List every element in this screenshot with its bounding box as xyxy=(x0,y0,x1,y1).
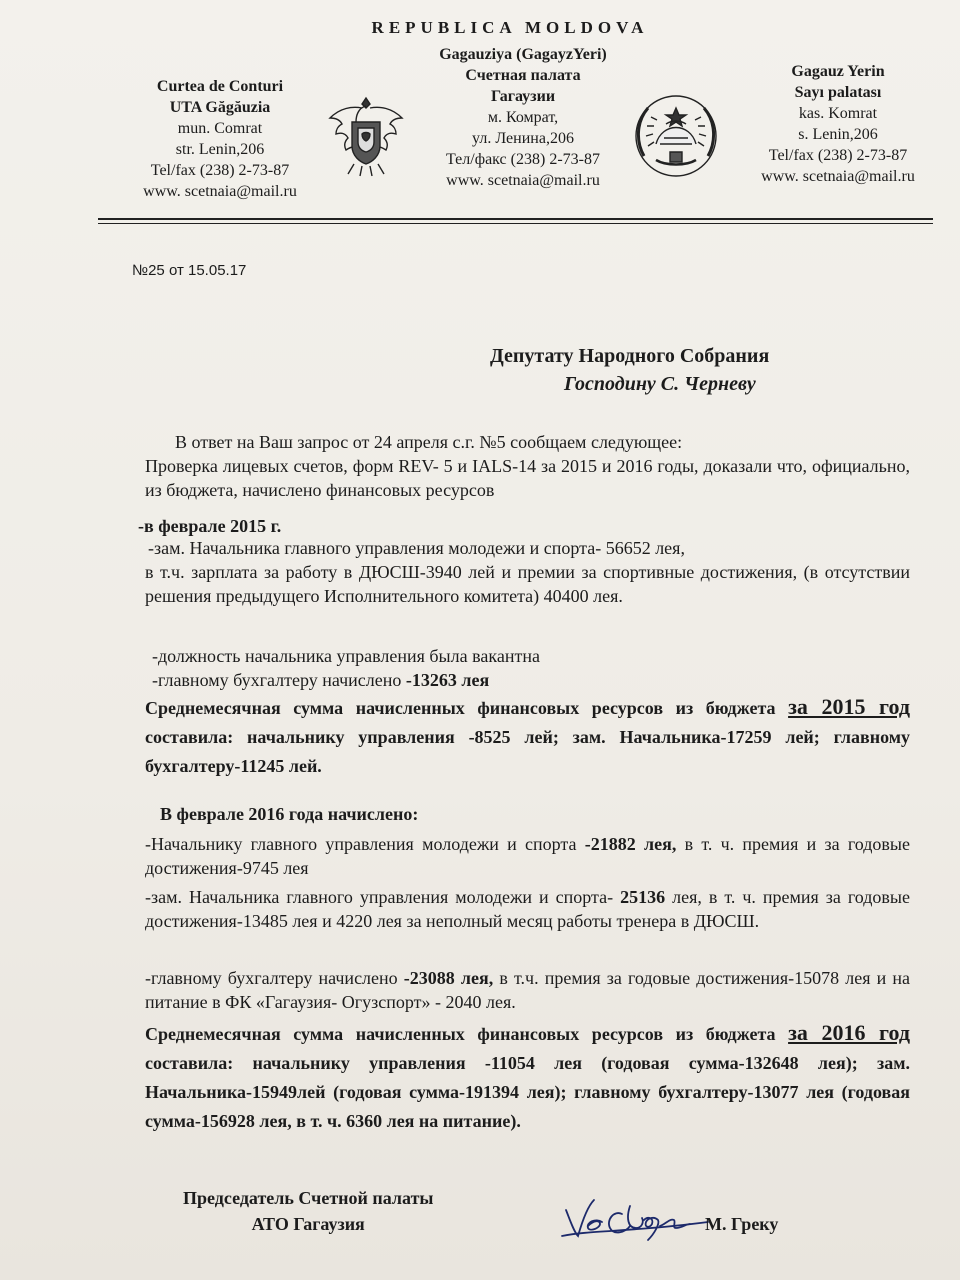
letterhead-middle-line3: Гагаузии xyxy=(490,88,556,105)
gagauzia-emblem-icon xyxy=(626,86,726,186)
summary-2015 xyxy=(145,692,910,781)
letterhead-left-line4: str. Lenin,206 xyxy=(175,141,265,158)
body-deputy-2015-details-text: в т.ч. зарплата за работу в ДЮСШ-3940 лей и премии за спортивные достижения, (в отсутствии решения предыдущего Исполнительного комитета) 40400 лея. xyxy=(145,562,910,606)
letterhead-divider-thin xyxy=(98,223,933,224)
summary-2016 xyxy=(145,1018,910,1136)
letterhead-left-line6: www. scetnaia@mail.ru xyxy=(143,183,297,200)
body-accountant-2016-amount: -23088 лея, xyxy=(403,968,494,988)
summary-2016-text-b: составила: начальнику управления -11054 лея (годовая сумма-132648 лея); зам. Начальника-15949лей (годовая сумма-191394 лея); главному бухгалтеру-13077 лея (годовая сумма-156928 лея, в т. ч. 6360 лея на питание). xyxy=(145,1053,910,1131)
signatory-name: М. Греку xyxy=(705,1214,779,1234)
body-accountant-2016-text-b: в т.ч. премия за годовые достижения-15078 лея и на питание в ФК «Гагаузия- Огузспорт» - 2040 лея. xyxy=(145,968,910,1012)
summary-2015-text-b: составила: начальнику управления -8525 лей; зам. Начальника-17259 лей; главному бухгалтеру-11245 лей. xyxy=(145,727,910,776)
letterhead-right-block xyxy=(738,61,938,187)
letterhead-right-line6: www. scetnaia@mail.ru xyxy=(761,168,915,185)
letterhead-right-line2: Sayı palatası xyxy=(794,84,882,101)
addressee-line1: Депутату Народного Собрания xyxy=(490,345,770,367)
summary-2015-text-a: Среднемесячная сумма начисленных финансовых ресурсов из бюджета xyxy=(145,698,789,718)
letterhead-middle-line7: www. scetnaia@mail.ru xyxy=(446,172,600,189)
letterhead-left-block xyxy=(110,76,330,202)
body-head-vacant: -должность начальника управления была вакантна xyxy=(152,646,540,666)
body-deputy-2015-details xyxy=(145,560,910,608)
signature-title-block xyxy=(183,1185,433,1237)
body-head-2016 xyxy=(145,832,910,880)
body-accountant-2015 xyxy=(152,668,917,692)
body-intro: В ответ на Ваш запрос от 24 апреля с.г. №5 сообщаем следующее: xyxy=(175,432,683,452)
letterhead-middle-line1: Gagauziya (GagayzYeri) xyxy=(439,46,607,63)
body-accountant-2016-text-a: -главному бухгалтеру начислено xyxy=(145,968,404,988)
letterhead-middle-line4: м. Комрат, xyxy=(487,109,559,126)
body-audit-statement xyxy=(145,454,910,502)
summary-2016-year: за 2016 год xyxy=(788,1020,910,1045)
letterhead-country: REPUBLICA MOLDOVA xyxy=(371,18,649,37)
signature-title-line2: АТО Гагаузия xyxy=(251,1214,365,1234)
body-accountant-2015-text: -главному бухгалтеру начислено xyxy=(152,670,406,690)
body-deputy-2015: -зам. Начальника главного управления молодежи и спорта- 56652 лея, xyxy=(148,538,685,558)
heading-feb-2016: В феврале 2016 года начислено: xyxy=(160,804,419,824)
body-head-2016-text-b: в т. ч. премия и за годовые достижения-9745 лея xyxy=(145,834,910,878)
moldova-coat-of-arms-icon xyxy=(322,92,410,182)
letterhead-right-line3: kas. Komrat xyxy=(798,105,878,122)
body-deputy-2016-text-a: -зам. Начальника главного управления молодежи и спорта- xyxy=(145,887,621,907)
heading-feb-2015: -в феврале 2015 г. xyxy=(138,516,282,536)
body-accountant-2015-amount: -13263 лея xyxy=(405,670,490,690)
body-head-2016-amount: -21882 лея, xyxy=(584,834,677,854)
summary-2015-year: за 2015 год xyxy=(788,694,910,719)
handwritten-signature xyxy=(560,1196,710,1246)
document-reference: №25 от 15.05.17 xyxy=(132,262,247,279)
letterhead-middle-line5: ул. Ленина,206 xyxy=(472,130,574,147)
letterhead-divider xyxy=(98,218,933,220)
signature-title-line1: Председатель Счетной палаты xyxy=(183,1188,434,1208)
body-head-2016-text-a: -Начальнику главного управления молодежи и спорта xyxy=(145,834,585,854)
letterhead-left-line3: mun. Comrat xyxy=(177,120,263,137)
letterhead-middle-line2: Счетная палата xyxy=(465,67,581,84)
letterhead-left-line2: UTA Găgăuzia xyxy=(169,99,271,116)
letterhead-right-line4: s. Lenin,206 xyxy=(798,126,878,143)
addressee-block xyxy=(490,342,769,398)
summary-2016-text-a: Среднемесячная сумма начисленных финансовых ресурсов из бюджета xyxy=(145,1024,789,1044)
letterhead-left-line1: Curtea de Conturi xyxy=(156,78,284,95)
body-deputy-2016-text-b: лея, в т. ч. премия за годовые достижения-13485 лея и 4220 лея за неполный месяц работы тренера в ДЮСШ. xyxy=(145,887,911,931)
body-accountant-2016 xyxy=(145,966,910,1014)
letterhead-left-line5: Tel/fax (238) 2-73-87 xyxy=(150,162,290,179)
addressee-line2: Господину С. Черневу xyxy=(564,373,756,395)
letterhead-right-line5: Tel/fax (238) 2-73-87 xyxy=(768,147,908,164)
body-audit-text: Проверка лицевых счетов, форм REV- 5 и IALS-14 за 2015 и 2016 годы, доказали что, официально, из бюджета, начислено финансовых ресурсов xyxy=(145,456,910,500)
letterhead-middle-block xyxy=(408,44,638,191)
body-deputy-2016-amount: 25136 xyxy=(620,887,666,907)
body-deputy-2016 xyxy=(145,885,910,933)
letterhead-middle-line6: Тел/факс (238) 2-73-87 xyxy=(446,151,600,168)
letterhead-right-line1: Gagauz Yerin xyxy=(791,63,885,80)
